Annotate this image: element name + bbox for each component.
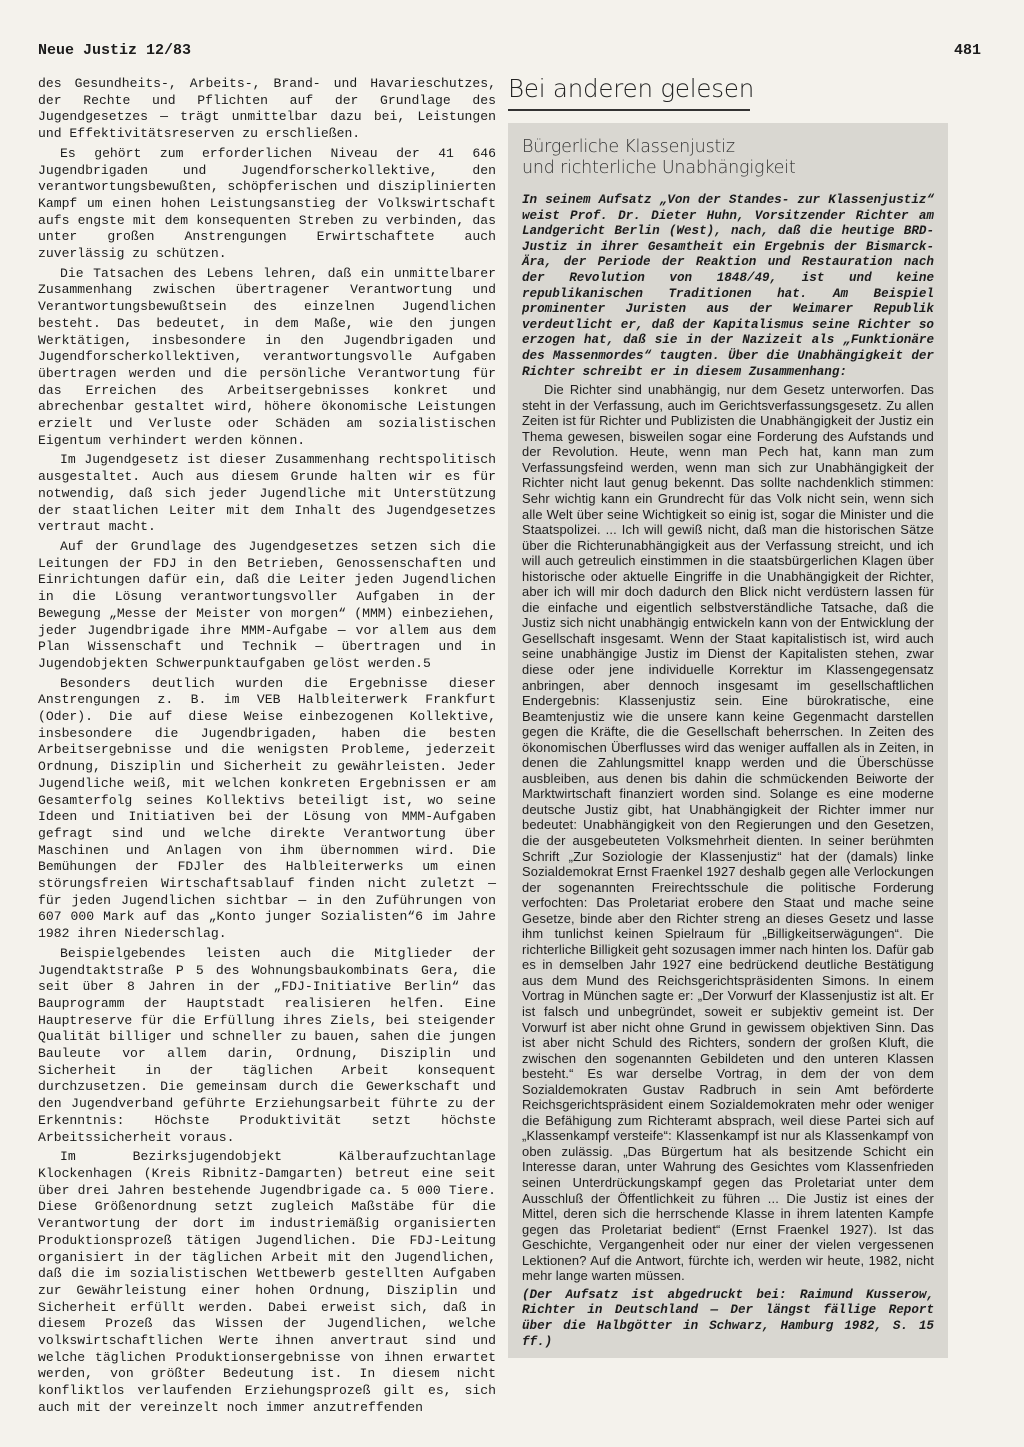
excerpt-title [522,137,934,179]
left-column-article [38,76,496,1415]
excerpt-quote: Die Richter sind unabhängig, nur dem Gesetz unterworfen. Das steht in der Verfassung, auch im Gerichtsverfassungsgesetz. Zu allen Zeiten ist für Richter und Publizisten die Unabhängigkeit der Justiz ein Thema gewesen, bisweilen sogar eine Forderung des Aufstands und der Revolution. Heute, wenn man Pech hat, kann man zum Verfassungsfeind werden, wenn man sich zur Unabhängigkeit der Richter nicht laut genug bekennt. Das sollte nachdenklich stimmen: Sehr wichtig kann ein Grundrecht für das Volk nicht sein, wenn sich alle Welt über seine Wichtigkeit so einig ist, sogar die Minister und die Staatspolizei. ... Ich will gewiß nicht, daß man die historischen Sätze über die Richterunabhängigkeit aus der Verfassung streicht, und ich will auch getreulich einstimmen in die staatsbürgerlichen Klagen über historische oder aktuelle Eingriffe in die Unabhängigkeit der Richter, aber ich will mir doch dadurch den Blick nicht verdüstern lassen für die einfache und eigentlich selbstverständliche Tatsache, daß die Justiz sich nicht unabhängig entwickeln kann von der Entwicklung der Gesellschaft insgesamt. Wenn der Staat kapitalistisch ist, wird auch seine unabhängige Justiz im Dienst der Kapitalisten stehen, zwar diese oder jene individuelle Korrektur im Klassengegensatz anbringen, aber dennoch insgesamt im gesellschaftlichen Endergebnis: Klassenjustiz sein. Eine bürokratische, eine Beamtenjustiz wie die unsere kann keine Gegenmacht darstellen gegen die Kräfte, die die Gesellschaft beherrschen. In Zeiten des ökonomischen Überflusses wird das weniger auffallen als in Zeiten, in denen die Zahlungsmittel knapp werden und die Überschüsse ausbleiben, aus denen bis dahin die schmückenden Beiworte der Marktwirtschaft finanziert worden sind. Solange es eine moderne deutsche Justiz gibt, hat Unabhängigkeit der Richter immer nur bedeutet: Unabhängigkeit von den Regierungen und den Gesetzen, die der ausgebeuteten Volksmehrheit dienten. In seiner berühmten Schrift „Zur Soziologie der Klassenjustiz“ hat der (damals) linke Sozialdemokrat Ernst Fraenkel 1927 deshalb gegen alle Verlockungen der sogenannten Freirechtsschule die politische Forderung verfochten: Das Proletariat erobere den Staat und mache seine Gesetze, binde aber den Richter streng an dieses Gesetz und lasse ihm tunlichst keinen Spielraum für „Billigkeitserwägungen“. Die richterliche Billigkeit geht sozusagen immer nach hinten los. Dafür gab es in demselben Jahr 1927 eine bedrückend deutliche Bestätigung aus dem Mund des Reichsgerichtspräsidenten Simons. In einem Vortrag in München sagte er: „Der Vorwurf der Klassenjustiz ist alt. Er ist falsch und unbegründet, soweit er subjektiv gemeint ist. Der Vorwurf ist aber nicht ohne Grund in gewissem objektiven Sinn. Das ist aber nicht Schuld des Richters, sondern der großen Kluft, die zwischen den sogenannten Gebildeten und den unteren Klassen besteht.“ Es war derselbe Vortrag, in dem der von dem Sozialdemokraten Gustav Radbruch in sein Amt beförderte Reichsgerichtspräsident einem Sozialdemokraten mehr oder weniger die Befähigung zum Richteramt absprach, weil diese Partei sich auf „Klassenkampf versteife“: Klassenkampf ist nur als Klassenkampf von oben zulässig. „Das Bürgertum hat als besitzende Schicht ein Interesse daran, unter Wahrung des Gesichtes vom Klassenfrieden seinen Unterdrückungskampf gegen das Proletariat unter dem Ausschluß der Öffentlichkeit zu führen ... Die Justiz ist eines der Mittel, deren sich die herrschende Klasse in ihrem latenten Kampfe gegen das Proletariat bedient“ (Ernst Fraenkel 1927). Ist das Geschichte, Vergangenheit oder nur einer der vielen vergessenen Lektionen? Auf die Antwort, fürchte ich, werden wir heute, 1982, nicht mehr lange warten müssen. [522,382,934,1284]
article-paragraph: Auf der Grundlage des Jugendgesetzes setzen sich die Leitungen der FDJ in den Betrieben, Genossenschaften und Einrichtungen dafür ein, daß die Leiter jeden Jugendlichen in die Lösung verantwortungsvoller Aufgaben in der Bewegung „Messe der Meister von morgen“ (MMM) einbeziehen, jeder Jugendbrigade ihre MMM-Aufgabe — vor allem aus dem Plan Wissenschaft und Technik — übertragen und in Jugendobjekten Schwerpunktaufgaben gelöst werden.5 [38,538,496,671]
article-paragraph: Im Bezirksjugendobjekt Kälberaufzuchtanlage Klockenhagen (Kreis Ribnitz-Damgarten) betreut eine seit über drei Jahren bestehende Jugendbrigade ca. 5 000 Tiere. Diese Größenordnung setzt zugleich Maßstäbe für die Verantwortung der dort im industriemäßig organisierten Produktionsprozeß tätigen Jugendlichen. Die FDJ-Leitung organisiert in der täglichen Arbeit mit den Jugendlichen, daß die im sozialistischen Wettbewerb gestellten Aufgaben zur Gewährleistung einer hohen Ordnung, Disziplin und Sicherheit erfüllt werden. Dabei erweist sich, daß in diesem Prozeß das Wissen der Jugendlichen, welche volkswirtschaftlichen Werte ihnen anvertraut sind und welche täglichen Produktionsergebnisse von ihnen erwartet werden, von größter Bedeutung ist. In diesem nicht konfliktlos verlaufenden Erziehungsprozeß gilt es, sich auch mit der vereinzelt noch immer anzutreffenden [38,1149,496,1415]
article-paragraph: Besonders deutlich wurden die Ergebnisse dieser Anstrengungen z. B. im VEB Halbleiterwerk Frankfurt (Oder). Die auf diese Weise einbezogenen Kollektive, insbesondere die Jugendbrigaden, haben die besten Arbeitsergebnisse und die wenigsten Probleme, jederzeit Ordnung, Disziplin und Sicherheit zu gewährleisten. Jeder Jugendliche weiß, mit welchen konkreten Ergebnissen er am Gesamterfolg seines Kollektivs beteiligt ist, wo seine Ideen und Initiativen bei der Lösung von MMM-Aufgaben gefragt sind und welche direkte Verantwortung über Maschinen und Anlagen von ihm übernommen wird. Die Bemühungen der FDJler des Halbleiterwerks um einen störungsfreien Wirtschaftsablauf finden nicht zuletzt — für jeden Jugendlichen sichtbar — in den Zuführungen von 607 000 Mark auf das „Konto junger Sozialisten“6 im Jahre 1982 ihren Niederschlag. [38,675,496,942]
section-heading-rule [508,109,750,111]
page-number: 481 [954,42,982,59]
excerpt-box [508,123,948,1358]
excerpt-title-line-1: Bürgerliche Klassenjustiz [522,137,735,157]
running-header-journal: Neue Justiz 12/83 [38,42,192,59]
excerpt-title-line-2: und richterliche Unabhängigkeit [522,158,796,178]
article-paragraph: des Gesundheits-, Arbeits-, Brand- und Havarieschutzes, der Rechte und Pflichten auf der Grundlage des Jugendgesetzes — trägt unmittelbar dazu bei, Leistungen und Effektivitätsreserven zu erschließen. [38,76,496,142]
article-paragraph: Im Jugendgesetz ist dieser Zusammenhang rechtspolitisch ausgestaltet. Auch aus diesem Grunde halten wir es für notwendig, daß sich jeder Jugendliche mit Unterstützung der staatlichen Leiter mit dem Inhalt des Jugendgesetzes vertraut macht. [38,452,496,535]
article-paragraph: Die Tatsachen des Lebens lehren, daß ein unmittelbarer Zusammenhang zwischen übertragener Verantwortung und Verantwortungsbewußtsein des einzelnen Jugendlichen besteht. Das bedeutet, in dem Maße, wie den jungen Werktätigen, insbesondere in den Jugendbrigaden und Jugendforscherkollektiven, verantwortungsvolle Aufgaben übertragen werden und die persönliche Verantwortung für das Erreichen des Arbeitsergebnisses konkret und abrechenbar gestaltet wird, höhere ökonomische Leistungen erzielt und Verluste oder Schäden am sozialistischen Eigentum verhindert werden können. [38,265,496,448]
article-paragraph: Beispielgebendes leisten auch die Mitglieder der Jugendtaktstraße P 5 des Wohnungsbaukombinats Gera, die seit über 8 Jahren in der „FDJ-Initiative Berlin“ das Bauprogramm der Hauptstadt realisieren helfen. Eine Hauptreserve für die Erfüllung ihres Ziels, bei steigender Qualität billiger und schneller zu bauen, sahen die jungen Bauleute vor allem darin, Ordnung, Disziplin und Sicherheit in der täglichen Arbeit konsequent durchzusetzen. Die gemeinsam durch die Gewerkschaft und den Jugendverband geführte Erziehungsarbeit führte zu der Erkenntnis: Höchste Produktivität setzt höchste Arbeitssicherheit voraus. [38,945,496,1145]
article-paragraph: Es gehört zum erforderlichen Niveau der 41 646 Jugendbrigaden und Jugendforscherkollektive, den verantwortungsbewußten, schöpferischen und disziplinierten Kampf um einen hohen Leistungsanstieg der Volkswirtschaft aufs engste mit dem konsequenten Streben zu verbinden, das unter großen Anstrengungen Erwirtschaftete auch zuverlässig zu schützen. [38,145,496,262]
excerpt-source: (Der Aufsatz ist abgedruckt bei: Raimund Kusserow, Richter in Deutschland — Der längst fällige Report über die Halbgötter in Schwarz, Hamburg 1982, S. 15 ff.) [522,1287,934,1349]
excerpt-intro: In seinem Aufsatz „Von der Standes- zur Klassenjustiz“ weist Prof. Dr. Dieter Huhn, Vorsitzender Richter am Landgericht Berlin (West), nach, daß die heutige BRD-Justiz in ihrer Gesamtheit ein Ergebnis der Bismarck-Ära, der Periode der Reaktion und Restauration nach der Revolution von 1848/49, ist und keine republikanischen Traditionen hat. Am Beispiel prominenter Juristen aus der Weimarer Republik verdeutlicht er, daß der Kapitalismus seine Richter so erzogen hat, daß sie in der Nazizeit als „Funktionäre des Massenmordes“ taugten. Über die Unabhängigkeit der Richter schreibt er in diesem Zusammenhang: [522,193,934,379]
section-heading: Bei anderen gelesen [508,74,755,103]
